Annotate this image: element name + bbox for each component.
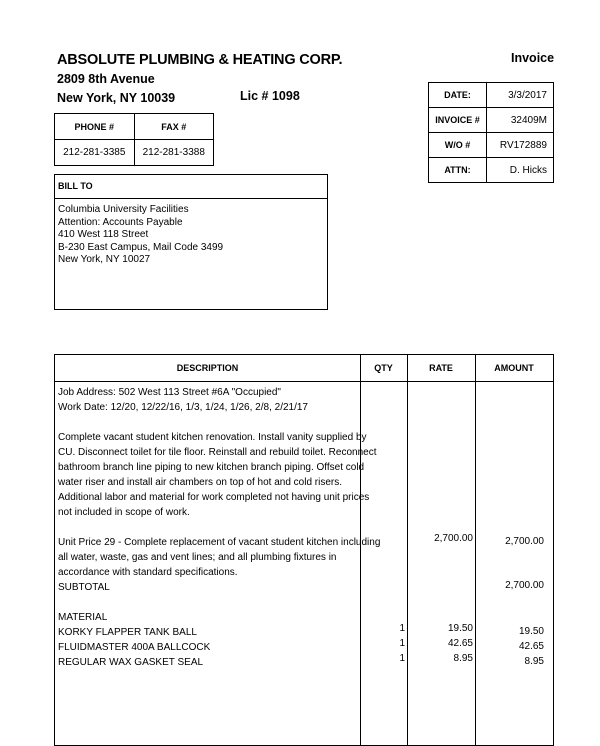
company-street: 2809 8th Avenue [57,72,155,86]
invoice-meta-table [428,82,554,183]
bill-to-line: Columbia University Facilities [58,204,189,215]
subtotal-label: SUBTOTAL [58,582,110,593]
material-amount: 42.65 [518,641,544,652]
phone-label: PHONE # [55,114,135,140]
header-divider [55,381,553,382]
material-name: FLUIDMASTER 400A BALLCOCK [58,642,211,653]
unit-price-amount: 2,700.00 [505,536,544,547]
bill-to-box [54,174,328,310]
fax-label: FAX # [134,114,214,140]
date-label: DATE: [429,83,487,108]
scope-line: CU. Disconnect toilet for tile floor. Reinstall and rebuild toilet. Reconnect [58,447,377,458]
bill-to-label: BILL TO [55,175,327,199]
material-qty: 1 [399,653,405,664]
scope-line: water riser and install air chambers on top of hot and cold risers. [58,477,343,488]
material-rate: 42.65 [447,638,473,649]
work-order-label: W/O # [429,133,487,158]
unit-price-line: accordance with standard specifications. [58,567,238,578]
invoice-number-value: 32409M [487,108,554,133]
material-rate: 19.50 [447,623,473,634]
scope-line: Additional labor and material for work completed not having unit prices [58,492,370,503]
phone-value: 212-281-3385 [55,140,135,166]
scope-line: bathroom branch line piping to new kitchen branch piping. Offset cold [58,462,365,473]
material-amount: 19.50 [518,626,544,637]
column-divider [475,355,476,745]
attn-value: D. Hicks [487,158,554,183]
work-order-value: RV172889 [487,133,554,158]
column-divider [360,355,361,745]
bill-to-line: 410 West 118 Street [58,229,149,240]
job-address: Job Address: 502 West 113 Street #6A "Occupied" [58,387,281,398]
line-items-table [54,354,554,746]
rate-header: RATE [429,363,453,373]
license-number: Lic # 1098 [240,89,300,103]
material-name: KORKY FLAPPER TANK BALL [58,627,197,638]
invoice-number-label: INVOICE # [429,108,487,133]
bill-to-line: Attention: Accounts Payable [58,216,183,228]
amount-header: AMOUNT [494,363,534,373]
material-qty: 1 [399,638,405,649]
bill-to-line: B-230 East Campus, Mail Code 3499 [58,241,224,253]
bill-to-line: New York, NY 10027 [58,254,151,265]
subtotal-amount: 2,700.00 [505,580,544,591]
unit-price-line: Unit Price 29 - Complete replacement of vacant student kitchen including [58,537,381,548]
scope-line: Complete vacant student kitchen renovation. Install vanity supplied by [58,432,367,443]
scope-line: not included in scope of work. [58,507,190,518]
document-title: Invoice [511,51,555,65]
description-header: DESCRIPTION [176,363,239,373]
contact-table [54,113,214,166]
bill-to-address [55,199,327,267]
material-name: REGULAR WAX GASKET SEAL [58,657,204,668]
company-name: ABSOLUTE PLUMBING & HEATING CORP. [57,52,343,68]
attn-label: ATTN: [429,158,487,183]
unit-price-line: all water, waste, gas and vent lines; and all plumbing fixtures in [58,552,337,563]
material-qty: 1 [399,623,405,634]
work-date: Work Date: 12/20, 12/22/16, 1/3, 1/24, 1/26, 2/8, 2/21/17 [58,402,308,413]
material-amount: 8.95 [524,656,544,667]
material-label: MATERIAL [58,612,108,623]
company-city: New York, NY 10039 [57,91,176,105]
unit-price-rate: 2,700.00 [434,533,473,544]
date-value: 3/3/2017 [487,83,554,108]
qty-header: QTY [374,363,393,373]
fax-value: 212-281-3388 [134,140,214,166]
column-divider [407,355,408,745]
material-rate: 8.95 [453,653,473,664]
